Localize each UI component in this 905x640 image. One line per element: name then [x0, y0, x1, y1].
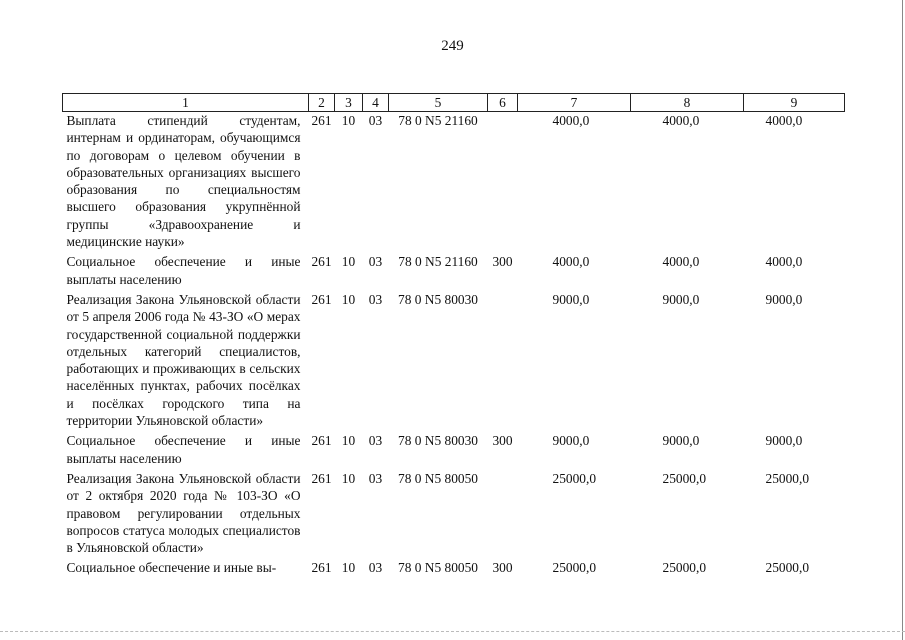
- page-edge-bottom: [0, 631, 905, 632]
- row-expense-type: [488, 288, 518, 429]
- row-section: 10: [341, 291, 356, 307]
- header-col-4: 4: [363, 94, 389, 112]
- row-name: Реализация Закона Ульяновской области от 2 октября 2020 года № 103-ЗО «О правовом регулировании отдельных вопросов статуса молодых специалистов в Ульяновской области»: [66, 470, 301, 556]
- row-year-3: 4000,0: [765, 254, 803, 270]
- row-subsection: 03: [368, 433, 383, 449]
- header-col-9: 9: [744, 94, 845, 112]
- row-year-3: 25000,0: [765, 470, 810, 486]
- row-subsection: 03: [368, 113, 383, 128]
- row-target: 78 0 N5 80030: [398, 433, 478, 449]
- row-year-1: 9000,0: [552, 291, 590, 307]
- row-subsection: 03: [368, 470, 383, 486]
- row-name: Выплата стипендий студентам, интернам и ординаторам, обучающимся по договорам о целевом обучении в образовательных организациях высшего образования по специальностям высшего образования укрупнённой группы «Здравоохранение и медицинские науки»: [66, 113, 301, 250]
- row-year-3: 25000,0: [765, 560, 810, 576]
- header-col-2: 2: [309, 94, 335, 112]
- row-target: 78 0 N5 80050: [398, 470, 478, 486]
- row-year-1: 9000,0: [552, 433, 590, 449]
- row-expense-type: 300: [492, 254, 513, 270]
- table-row: [63, 112, 845, 251]
- row-year-1: 4000,0: [552, 113, 590, 128]
- row-section: 10: [341, 254, 356, 270]
- row-expense-type: 300: [492, 560, 513, 576]
- row-subsection: 03: [368, 254, 383, 270]
- row-year-1: 25000,0: [552, 560, 597, 576]
- row-section: 10: [341, 560, 356, 576]
- table-row: [63, 288, 845, 429]
- page-edge-right: [902, 0, 903, 640]
- header-col-6: 6: [488, 94, 518, 112]
- row-ministry: 261: [311, 113, 332, 128]
- header-col-5: 5: [389, 94, 488, 112]
- row-expense-type: [488, 112, 518, 251]
- header-row: [63, 94, 845, 112]
- table-row: [63, 429, 845, 467]
- row-year-2: 4000,0: [662, 113, 700, 128]
- header-col-7: 7: [518, 94, 631, 112]
- row-subsection: 03: [368, 560, 383, 576]
- row-year-1: 25000,0: [552, 470, 597, 486]
- row-name: Реализация Закона Ульяновской области от 5 апреля 2006 года № 43-ЗО «О мерах государственной социальной поддержки отдельных категорий специалистов, работающих и проживающих в сельских населённых пунктах, рабочих посёлках и посёлках городского типа на территории Ульяновской области»: [66, 291, 301, 429]
- row-name: Социальное обеспечение и иные вы-: [66, 560, 277, 576]
- table-row: [63, 556, 845, 576]
- header-col-8: 8: [631, 94, 744, 112]
- table-row: [63, 250, 845, 288]
- row-year-3: 4000,0: [765, 113, 803, 128]
- row-target: 78 0 N5 21160: [398, 254, 478, 270]
- row-section: 10: [341, 433, 356, 449]
- row-ministry: 261: [311, 254, 332, 270]
- row-year-3: 9000,0: [765, 433, 803, 449]
- row-year-1: 4000,0: [552, 254, 590, 270]
- row-year-2: 4000,0: [662, 254, 700, 270]
- row-expense-type: [488, 467, 518, 556]
- header-col-1: 1: [63, 94, 309, 112]
- row-year-2: 25000,0: [662, 470, 707, 486]
- header-col-3: 3: [335, 94, 363, 112]
- row-ministry: 261: [311, 291, 332, 307]
- row-subsection: 03: [368, 291, 383, 307]
- row-expense-type: 300: [492, 433, 513, 449]
- row-year-2: 9000,0: [662, 433, 700, 449]
- row-ministry: 261: [311, 433, 332, 449]
- row-name: Социальное обеспечение и иные выплаты населению: [66, 254, 301, 287]
- row-section: 10: [341, 113, 356, 128]
- row-target: 78 0 N5 80050: [398, 560, 478, 576]
- page-number: 249: [441, 38, 464, 54]
- row-target: 78 0 N5 21160: [398, 113, 478, 128]
- row-section: 10: [341, 470, 356, 486]
- row-year-2: 25000,0: [662, 560, 707, 576]
- row-year-2: 9000,0: [662, 291, 700, 307]
- row-target: 78 0 N5 80030: [398, 291, 478, 307]
- row-name: Социальное обеспечение и иные выплаты населению: [66, 433, 301, 466]
- table-row: [63, 467, 845, 556]
- row-ministry: 261: [311, 560, 332, 576]
- budget-table: [62, 93, 845, 577]
- row-year-3: 9000,0: [765, 291, 803, 307]
- row-ministry: 261: [311, 470, 332, 486]
